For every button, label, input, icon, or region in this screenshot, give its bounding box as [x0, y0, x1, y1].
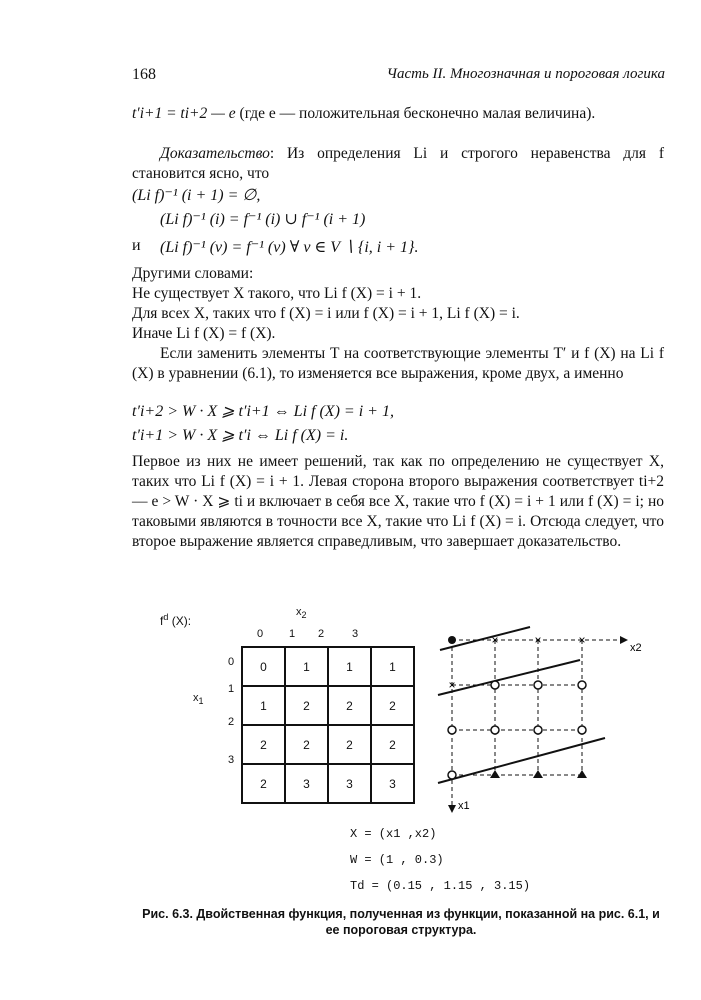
- table-row: [242, 764, 414, 803]
- cross-node-icon: ×: [448, 678, 456, 692]
- function-sup: d: [163, 612, 169, 622]
- lattice-x2-label: x2: [630, 642, 642, 654]
- function-name: f: [160, 614, 164, 628]
- table-cell: 2: [328, 686, 371, 725]
- table-cell: 2: [285, 686, 328, 725]
- table-cell: 1: [371, 647, 414, 686]
- equation-4: t′i+2 > W · X ⩾ t′i+1 ⇔ Li f (X) = i + 1,: [132, 403, 394, 420]
- replace-paragraph: [132, 344, 664, 384]
- col-header: 1: [289, 628, 296, 640]
- open-node-icon: [448, 771, 456, 779]
- legend-w-definition: W = (1 , 0.3): [350, 853, 444, 867]
- table-cell: 2: [371, 686, 414, 725]
- open-node-icon: [491, 726, 499, 734]
- row-header: 0: [228, 656, 235, 668]
- threshold-line: [438, 660, 580, 695]
- table-row: [242, 686, 414, 725]
- open-node-icon: [578, 726, 586, 734]
- function-table: [241, 646, 415, 804]
- legend-t-definition: Td = (0.15 , 1.15 , 3.15): [350, 879, 531, 893]
- triangle-node-icon: [533, 770, 543, 778]
- x2-table-label: [296, 606, 307, 620]
- proof-label: Доказательство: [160, 145, 270, 162]
- legend-x-definition: X = (x1 ,x2): [350, 827, 437, 841]
- restatement-line: Не существует X такого, что Li f (X) = i + 1.: [132, 285, 422, 302]
- restatement-line: Иначе Li f (X) = f (X).: [132, 325, 276, 342]
- table-cell: 0: [242, 647, 285, 686]
- filled-node-icon: [448, 636, 456, 644]
- table-cell: 3: [328, 764, 371, 803]
- cross-node-icon: ×: [534, 633, 542, 647]
- equation-5: t′i+1 > W · X ⩾ t′i ⇔ Li f (X) = i.: [132, 427, 349, 444]
- cross-node-icon: ×: [578, 633, 586, 647]
- equation-2: (Li f)⁻¹ (i) = f⁻¹ (i) ∪ f⁻¹ (i + 1): [160, 211, 366, 228]
- table-row: [242, 725, 414, 764]
- lattice-x1-label: x1: [458, 800, 470, 812]
- col-header: 0: [257, 628, 264, 640]
- table-cell: 3: [285, 764, 328, 803]
- table-cell: 2: [242, 725, 285, 764]
- table-cell: 2: [328, 725, 371, 764]
- row-header: 1: [228, 683, 235, 695]
- x2-arrow-icon: [620, 636, 628, 644]
- col-header: 2: [318, 628, 325, 640]
- row-header: 2: [228, 716, 235, 728]
- conclusion-paragraph: [132, 452, 664, 552]
- threshold-lattice-diagram: [430, 620, 670, 820]
- x1-letter: x: [193, 692, 199, 704]
- table-row: [242, 647, 414, 686]
- running-head: Часть II. Многозначная и пороговая логика: [386, 66, 665, 82]
- cross-node-icon: ×: [491, 633, 499, 647]
- formula-inline: t′i+1 = ti+2 — e: [132, 105, 236, 122]
- x1-arrow-icon: [448, 805, 456, 813]
- x2-letter: x: [296, 606, 302, 618]
- table-cell: 1: [285, 647, 328, 686]
- table-cell: 2: [242, 764, 285, 803]
- threshold-lines: [438, 627, 605, 783]
- restatement-block: [132, 264, 664, 344]
- figure-caption: Рис. 6.3. Двойственная функция, полученная из функции, показанной на рис. 6.1, и ее пороговая структура.: [142, 907, 660, 937]
- paragraph-text: (где e — положительная бесконечно малая величина).: [239, 105, 596, 122]
- col-header: 3: [352, 628, 359, 640]
- table-cell: 1: [328, 647, 371, 686]
- proof-paragraph: [132, 144, 664, 184]
- equation-1: (Li f)⁻¹ (i + 1) = ∅,: [132, 187, 261, 204]
- open-node-icon: [578, 681, 586, 689]
- open-node-icon: [491, 681, 499, 689]
- page-number: 168: [132, 66, 156, 83]
- triangle-node-icon: [490, 770, 500, 778]
- function-args: (X):: [171, 614, 192, 628]
- equation-3: (Li f)⁻¹ (v) = f⁻¹ (v) ∀ v ∈ V ∖ {i, i + 1}.: [160, 239, 419, 256]
- table-cell: 2: [371, 725, 414, 764]
- paragraph-text: Первое из них не имеет решений, так как по определению не существует X, таких что Li f (X) = i + 1. Левая сторона второго выражения соответствует ti+2 — e > W · X ⩾ ti и включает в себя все X, такие что f (X) = i + 1 или f (X) = i; но таковыми являются в точности все X, такие что Li f (X) = i. Отсюда следует, что второе выражение является справедливым, что завершает доказательство.: [132, 453, 664, 550]
- paragraph-continuation: [132, 104, 664, 124]
- open-node-icon: [534, 726, 542, 734]
- x2-sub: 2: [301, 610, 307, 621]
- table-cell: 1: [242, 686, 285, 725]
- lattice-grid: [452, 640, 620, 805]
- triangle-node-icon: [577, 770, 587, 778]
- restatement-line: Другими словами:: [132, 265, 254, 282]
- x1-table-label: [193, 692, 204, 706]
- paragraph-text: Если заменить элементы T на соответствующие элементы T′ и f (X) на Li f (X) в уравнении (6.1), то изменяется все выражения, кроме двух, а именно: [132, 345, 664, 382]
- table-cell: 3: [371, 764, 414, 803]
- function-label: [160, 612, 191, 628]
- restatement-line: Для всех X, таких что f (X) = i или f (X) = i + 1, Li f (X) = i.: [132, 305, 520, 322]
- equation-conjunction: и: [132, 237, 141, 254]
- proof-text: : Из определения Li и строгого неравенства для f становится ясно, что: [132, 145, 664, 182]
- table-cell: 2: [285, 725, 328, 764]
- row-header: 3: [228, 754, 235, 766]
- x1-sub: 1: [198, 696, 204, 707]
- open-node-icon: [448, 726, 456, 734]
- open-node-icon: [534, 681, 542, 689]
